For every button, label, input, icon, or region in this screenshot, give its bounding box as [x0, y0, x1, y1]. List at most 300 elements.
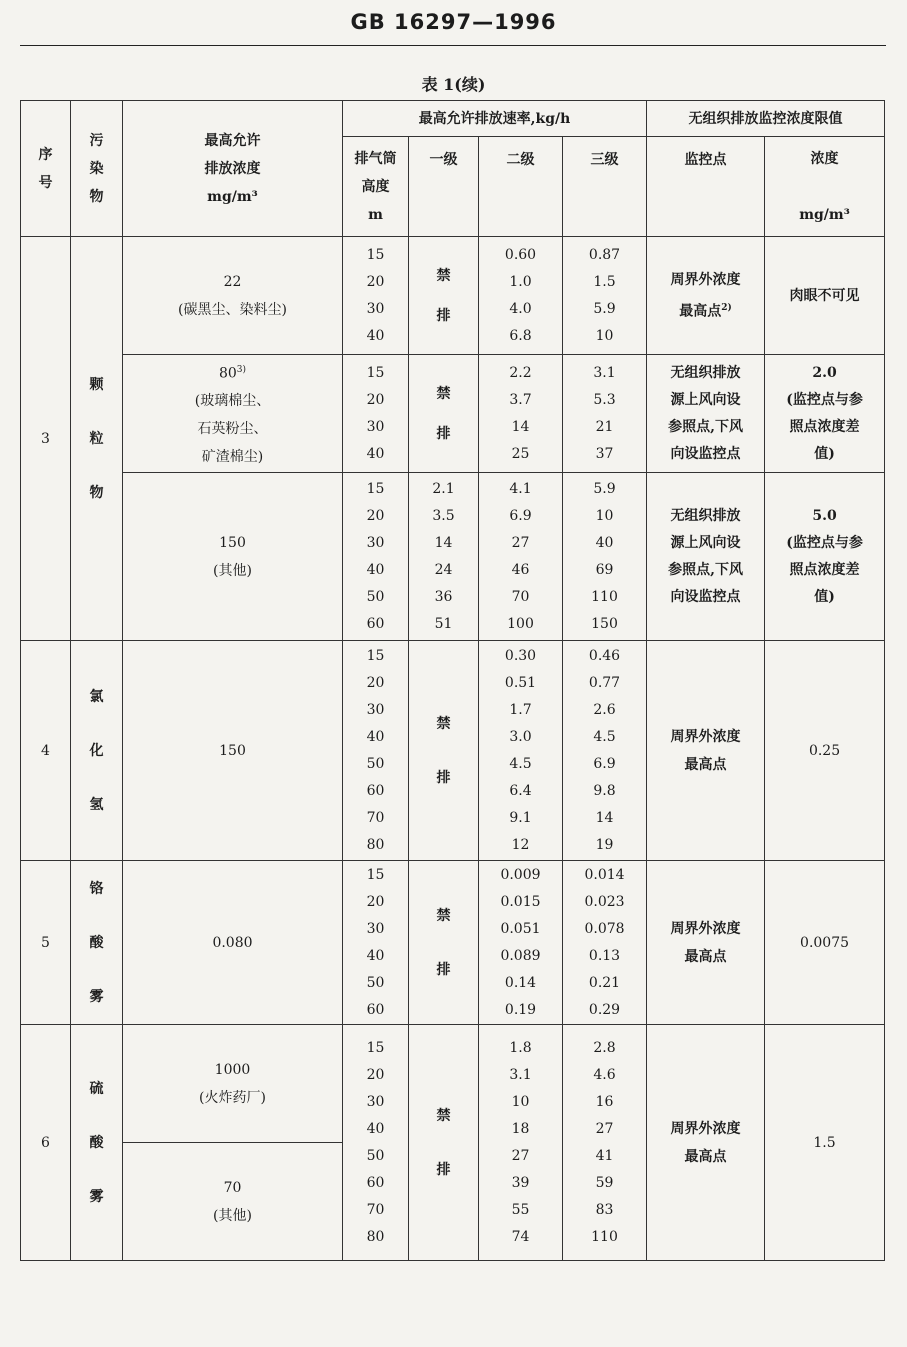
- emission-limits-table: [20, 100, 885, 1261]
- row3-g1-grade3-list-item: 10: [595, 327, 614, 344]
- row6-heights-list-item: 60: [366, 1174, 385, 1191]
- row3-g3-heights-list-item: 15: [366, 480, 385, 497]
- row4-seq: 4: [21, 641, 71, 861]
- row4-pollutant-text-item: 氢: [89, 796, 104, 813]
- row3-g2-grade2: [479, 355, 563, 473]
- row3-g2-monitor-text-item: 参照点,下风: [668, 418, 743, 435]
- row3-g1-heights-list-item: 40: [366, 327, 385, 344]
- row3-g3-grade2-list-item: 4.1: [509, 480, 532, 497]
- row4-grade2-list-item: 1.7: [509, 701, 532, 718]
- row5-grade1-text: [409, 889, 478, 997]
- row3-g2-monitor-text: [647, 360, 764, 468]
- row6-grade1: [409, 1025, 479, 1261]
- row3-g2-grade1-text-item: 禁: [436, 385, 451, 402]
- row6-grade2-list: [479, 1035, 562, 1251]
- row3-g2-monitor-text-item: 源上风向设: [670, 391, 741, 408]
- header-max-conc-text-item: mg/m³: [207, 188, 258, 205]
- row3-g2-grade1-text: [409, 374, 478, 454]
- header-concentration-text-item: mg/m³: [799, 206, 850, 223]
- row5-grade2-list: [479, 862, 562, 1024]
- row4-grade1-text: [409, 697, 478, 805]
- row6-heights-list-item: 80: [366, 1228, 385, 1245]
- row3-g3-grade3-list-item: 10: [595, 507, 614, 524]
- row4-monitor: [647, 641, 765, 861]
- row4-heights-list-item: 30: [366, 701, 385, 718]
- row5-pollutant-text-item: 铬: [89, 880, 104, 897]
- row4-pollutant-text: [71, 670, 122, 832]
- row3-g3-grade3-list-item: 5.9: [593, 480, 616, 497]
- row4-conc-text-item: 150: [219, 742, 246, 759]
- row6-grade2-list-item: 55: [511, 1201, 530, 1218]
- row3-g3-limit-text-item: 照点浓度差: [789, 561, 860, 578]
- row3-g2-heights-list-item: 20: [366, 391, 385, 408]
- row3-g1-conc-text: [123, 268, 342, 324]
- row5-grade2-list-item: 0.015: [500, 893, 541, 910]
- row5-heights: [343, 861, 409, 1025]
- row4-grade1-text-item: 排: [436, 769, 451, 786]
- row5-grade2-list-item: 0.051: [500, 920, 541, 937]
- header-height-text-item: m: [368, 206, 383, 223]
- row3-g3-grade1-list: [409, 476, 478, 638]
- row3-g1-monitor-text: [647, 266, 764, 326]
- row5-heights-list-item: 15: [366, 866, 385, 883]
- row3-g2-grade1-text-item: 排: [436, 425, 451, 442]
- row4-grade1-text-item: 禁: [436, 715, 451, 732]
- header-grade1: 一级: [409, 137, 479, 237]
- table-caption: 表 1(续): [421, 75, 486, 94]
- standard-number: GB 16297—1996: [350, 10, 557, 34]
- row3-g1-grade2-list: [479, 242, 562, 350]
- row3-g2-heights-list-item: 30: [366, 418, 385, 435]
- row6-grade3-list-item: 27: [595, 1120, 614, 1137]
- row6-grade3-list-item: 2.8: [593, 1039, 616, 1056]
- row6-grade2-list-item: 1.8: [509, 1039, 532, 1056]
- header-height: [343, 137, 409, 237]
- row5-limit: [765, 861, 885, 1025]
- row3-g3-monitor-text-item: 向设监控点: [670, 588, 741, 605]
- row6-conc-a-text: [123, 1056, 342, 1112]
- row3-pollutant-text: [71, 358, 122, 520]
- row6-heights: [343, 1025, 409, 1261]
- row3-g3-grade3-list-item: 150: [591, 615, 618, 632]
- row6-pollutant-text-item: 雾: [89, 1188, 104, 1205]
- row3-g3-grade1: [409, 473, 479, 641]
- row6-grade2-list-item: 10: [511, 1093, 530, 1110]
- row5-grade3-list-item: 0.023: [584, 893, 625, 910]
- header-unorganized-group: 无组织排放监控浓度限值: [647, 101, 885, 137]
- row3-g3-monitor-text-item: 源上风向设: [670, 534, 741, 551]
- row4-grade1: [409, 641, 479, 861]
- row3-g1-grade2-list-item: 1.0: [509, 273, 532, 290]
- row4-grade2-list-item: 3.0: [509, 728, 532, 745]
- row3-g3-grade1-list-item: 2.1: [432, 480, 455, 497]
- row6-grade3-list-item: 59: [595, 1174, 614, 1191]
- row4-grade2-list-item: 0.30: [504, 647, 537, 664]
- row3-g3-grade2-list: [479, 476, 562, 638]
- row6-grade3-list-item: 16: [595, 1093, 614, 1110]
- header-concentration: [765, 137, 885, 237]
- header-height-text-item: 排气筒: [354, 150, 397, 167]
- row5-heights-list-item: 20: [366, 893, 385, 910]
- row3-pollutant-text-item: 物: [89, 484, 104, 501]
- row6-conc-b-text-item: 70: [223, 1179, 242, 1196]
- row5-grade3-list: [563, 862, 646, 1024]
- row6-heights-list-item: 15: [366, 1039, 385, 1056]
- row5-grade1-text-item: 禁: [436, 907, 451, 924]
- row4-pollutant: [71, 641, 123, 861]
- row3-g1-conc-text-item: (碳黑尘、染料尘): [178, 301, 287, 318]
- row3-g3-grade2: [479, 473, 563, 641]
- row5-seq: 5: [21, 861, 71, 1025]
- row5-grade3-list-item: 0.21: [588, 974, 621, 991]
- row5-grade2: [479, 861, 563, 1025]
- row6-monitor: [647, 1025, 765, 1261]
- row4-grade2-list: [479, 643, 562, 859]
- row4-grade2-list-item: 4.5: [509, 755, 532, 772]
- row6-pollutant-text-item: 硫: [89, 1080, 104, 1097]
- row3-g1-heights-list-item: 20: [366, 273, 385, 290]
- row3-g2-limit: [765, 355, 885, 473]
- row4-heights-list-item: 20: [366, 674, 385, 691]
- row6-grade3-list-item: 83: [595, 1201, 614, 1218]
- row6-conc-a-text-item: 1000: [214, 1061, 251, 1078]
- row3-g2-monitor-text-item: 无组织排放: [670, 364, 741, 381]
- row4-grade2-list-item: 0.51: [504, 674, 537, 691]
- row3-g3-monitor-text: [647, 503, 764, 611]
- row3-g3-grade2-list-item: 46: [511, 561, 530, 578]
- row3-g3-grade3-list: [563, 476, 646, 638]
- row4-heights-list-item: 50: [366, 755, 385, 772]
- row3-g2-conc-text: [123, 356, 342, 472]
- header-seq-text-item: 号: [38, 174, 53, 191]
- header-max-conc: [123, 101, 343, 237]
- row3-g2-conc-main: 80: [218, 365, 237, 382]
- row4-limit-text: [765, 737, 884, 765]
- row6-grade3-list-item: 110: [591, 1228, 618, 1245]
- row3-pollutant-text-item: 颗: [89, 376, 104, 393]
- row5-heights-list-item: 50: [366, 974, 385, 991]
- row3-g1-grade1-text: [409, 256, 478, 336]
- row5-heights-list-item: 30: [366, 920, 385, 937]
- row3-pollutant: [71, 237, 123, 641]
- row6-grade1-text-item: 禁: [436, 1107, 451, 1124]
- row3-g3-limit-text-item: 5.0: [812, 507, 837, 524]
- row6-monitor-text-item: 最高点: [684, 1148, 727, 1165]
- row3-g3-monitor-text-item: 无组织排放: [670, 507, 741, 524]
- row3-g3-grade3-list-item: 69: [595, 561, 614, 578]
- row3-g2-heights-list-item: 40: [366, 445, 385, 462]
- row3-g3-monitor-text-item: 参照点,下风: [668, 561, 743, 578]
- row6-heights-list-item: 30: [366, 1093, 385, 1110]
- row3-g1-heights-list: [343, 242, 408, 350]
- row3-g2-conc-footnote: 3): [236, 364, 247, 375]
- row3-g1-heights-list-item: 15: [366, 246, 385, 263]
- row6-monitor-text-item: 周界外浓度: [670, 1120, 741, 1137]
- header-seq-text: [21, 141, 70, 197]
- row3-g1-grade1-text-item: 禁: [436, 267, 451, 284]
- row4-grade2: [479, 641, 563, 861]
- row5-monitor-text-item: 最高点: [684, 948, 727, 965]
- row3-g3-limit-text-item: 值): [814, 588, 835, 605]
- row3-g1-conc-text-item: 22: [223, 273, 242, 290]
- row6-limit: [765, 1025, 885, 1261]
- row5-pollutant-text: [71, 862, 122, 1024]
- row3-g1-monitor: [647, 237, 765, 355]
- header-seq-text-item: 序: [38, 146, 53, 163]
- row4-grade2-list-item: 12: [511, 836, 530, 853]
- row4-heights-list-item: 60: [366, 782, 385, 799]
- row3-g1-grade3-list-item: 5.9: [593, 300, 616, 317]
- row3-g1-heights-list-item: 30: [366, 300, 385, 317]
- row6-conc-b-text: [123, 1174, 342, 1230]
- row5-grade3-list-item: 0.13: [588, 947, 621, 964]
- row3-g1-monitor-line1: 周界外浓度: [670, 271, 741, 288]
- row3-g2-limit-text-item: 2.0: [812, 364, 837, 381]
- row3-g1-grade1-text-item: 排: [436, 307, 451, 324]
- header-max-conc-text: [123, 127, 342, 211]
- row6-heights-list: [343, 1035, 408, 1251]
- row3-g1-heights: [343, 237, 409, 355]
- header-height-text: [343, 145, 408, 229]
- row3-g1-grade3-list-item: 0.87: [588, 246, 621, 263]
- row3-g3-heights-list: [343, 476, 408, 638]
- row3-g3-grade1-list-item: 24: [434, 561, 453, 578]
- row3-g3-grade1-list-item: 36: [434, 588, 453, 605]
- row4-grade3-list-item: 14: [595, 809, 614, 826]
- row4-grade3-list-item: 0.77: [588, 674, 621, 691]
- row3-g3-grade3-list-item: 110: [591, 588, 618, 605]
- row3-g1-grade1: [409, 237, 479, 355]
- row5-monitor: [647, 861, 765, 1025]
- row3-g2-conc-desc-item: 石英粉尘、: [197, 421, 268, 438]
- row4-pollutant-text-item: 氯: [89, 688, 104, 705]
- header-monitor-point: 监控点: [647, 137, 765, 237]
- row3-g2-limit-text-item: 值): [814, 445, 835, 462]
- row5-grade3: [563, 861, 647, 1025]
- row3-pollutant-text-item: 粒: [89, 430, 104, 447]
- row5-limit-text-item: 0.0075: [800, 934, 850, 951]
- row3-g1-grade3-list: [563, 242, 646, 350]
- row4-heights: [343, 641, 409, 861]
- row4-grade2-list-item: 6.4: [509, 782, 532, 799]
- row6-heights-list-item: 70: [366, 1201, 385, 1218]
- row3-g2-grade2-list-item: 3.7: [509, 391, 532, 408]
- row3-g3-grade1-list-item: 14: [434, 534, 453, 551]
- header-max-conc-text-item: 排放浓度: [204, 160, 261, 177]
- row4-limit: [765, 641, 885, 861]
- header-grade2: 二级: [479, 137, 563, 237]
- header-height-text-item: 高度: [361, 178, 390, 195]
- row6-grade3-list-item: 41: [595, 1147, 614, 1164]
- row3-g3-heights-list-item: 20: [366, 507, 385, 524]
- header-grade3: 三级: [563, 137, 647, 237]
- row3-g1-monitor-line2: 最高点: [679, 303, 722, 320]
- row3-g2-heights-list: [343, 360, 408, 468]
- row5-heights-list-item: 60: [366, 1001, 385, 1018]
- row3-g1-conc: [123, 237, 343, 355]
- row5-monitor-text-item: 周界外浓度: [670, 920, 741, 937]
- row4-grade3-list-item: 19: [595, 836, 614, 853]
- row3-g2-grade3-list-item: 3.1: [593, 364, 616, 381]
- header-pollutant: [71, 101, 123, 237]
- header-max-conc-text-item: 最高允许: [204, 132, 261, 149]
- row5-monitor-text: [647, 915, 764, 971]
- row3-g3-grade3: [563, 473, 647, 641]
- row6-grade3-list: [563, 1035, 646, 1251]
- row6-grade2-list-item: 27: [511, 1147, 530, 1164]
- row6-grade2-list-item: 39: [511, 1174, 530, 1191]
- row4-limit-text-item: 0.25: [808, 742, 841, 759]
- row3-g3-conc-text-item: (其他): [213, 562, 252, 579]
- row6-heights-list-item: 50: [366, 1147, 385, 1164]
- row3-g2-monitor-text-item: 向设监控点: [670, 445, 741, 462]
- header-pollutant-text-item: 物: [89, 188, 104, 205]
- row5-pollutant-text-item: 雾: [89, 988, 104, 1005]
- row3-g2-grade3: [563, 355, 647, 473]
- row6-conc-b: [123, 1143, 343, 1261]
- row6-conc-a: [123, 1025, 343, 1143]
- row4-heights-list: [343, 643, 408, 859]
- row3-g2-grade2-list: [479, 360, 562, 468]
- header-seq: [21, 101, 71, 237]
- row3-g2-grade2-list-item: 25: [511, 445, 530, 462]
- row5-grade3-list-item: 0.014: [584, 866, 625, 883]
- row4-grade3-list: [563, 643, 646, 859]
- row4-grade3-list-item: 2.6: [593, 701, 616, 718]
- row3-g1-limit: [765, 237, 885, 355]
- row3-g3-grade1-list-item: 51: [434, 615, 453, 632]
- row3-seq: 3: [21, 237, 71, 641]
- row4-grade3-list-item: 6.9: [593, 755, 616, 772]
- row6-pollutant: [71, 1025, 123, 1261]
- row3-g2-conc-desc-item: 矿渣棉尘): [201, 449, 264, 466]
- row6-pollutant-text-item: 酸: [89, 1134, 104, 1151]
- row6-limit-text: [765, 1129, 884, 1157]
- row4-heights-list-item: 70: [366, 809, 385, 826]
- row3-g3-grade3-list-item: 40: [595, 534, 614, 551]
- row5-grade1-text-item: 排: [436, 961, 451, 978]
- row3-g2-grade3-list-item: 5.3: [593, 391, 616, 408]
- row5-conc-text: [123, 929, 342, 957]
- row6-grade2-list-item: 18: [511, 1120, 530, 1137]
- row3-g2-limit-text-item: (监控点与参: [786, 391, 863, 408]
- row4-heights-list-item: 80: [366, 836, 385, 853]
- row3-g3-limit-text: [765, 503, 884, 611]
- row5-grade2-list-item: 0.19: [504, 1001, 537, 1018]
- row3-g3-grade2-list-item: 70: [511, 588, 530, 605]
- row3-g3-heights-list-item: 40: [366, 561, 385, 578]
- header-concentration-text-item: 浓度: [810, 150, 839, 167]
- row3-g2-grade3-list-item: 21: [595, 418, 614, 435]
- row5-grade2-list-item: 0.009: [500, 866, 541, 883]
- row4-pollutant-text-item: 化: [89, 742, 104, 759]
- row3-g3-conc-text-item: 150: [219, 534, 246, 551]
- row3-g3-grade2-list-item: 6.9: [509, 507, 532, 524]
- row6-grade3-list-item: 4.6: [593, 1066, 616, 1083]
- row3-g3-grade1-list-item: 3.5: [432, 507, 455, 524]
- row3-g1-monitor-footnote: 2): [721, 302, 732, 313]
- row3-g1-limit-text-item: 肉眼不可见: [789, 287, 860, 304]
- row4-grade3-list-item: 4.5: [593, 728, 616, 745]
- row5-limit-text: [765, 929, 884, 957]
- header-pollutant-text-item: 污: [89, 132, 104, 149]
- row5-grade3-list-item: 0.078: [584, 920, 625, 937]
- row3-g1-limit-text: [765, 282, 884, 310]
- row6-grade2: [479, 1025, 563, 1261]
- row4-monitor-text-item: 最高点: [684, 756, 727, 773]
- row4-monitor-text-item: 周界外浓度: [670, 728, 741, 745]
- header-pollutant-text-item: 染: [89, 160, 104, 177]
- row3-g3-grade2-list-item: 100: [507, 615, 534, 632]
- row6-conc-a-text-item: (火炸药厂): [199, 1089, 266, 1106]
- row4-conc: [123, 641, 343, 861]
- row3-g1-grade2-list-item: 6.8: [509, 327, 532, 344]
- row3-g2-limit-text-item: 照点浓度差: [789, 418, 860, 435]
- row3-g2-heights-list-item: 15: [366, 364, 385, 381]
- row4-heights-list-item: 15: [366, 647, 385, 664]
- row3-g2-limit-text: [765, 360, 884, 468]
- row5-grade1: [409, 861, 479, 1025]
- row6-grade2-list-item: 3.1: [509, 1066, 532, 1083]
- row3-g2-conc-desc: [123, 387, 342, 471]
- row5-conc: [123, 861, 343, 1025]
- row3-g3-conc-text: [123, 529, 342, 585]
- row4-monitor-text: [647, 723, 764, 779]
- row5-heights-list: [343, 862, 408, 1024]
- row3-g2-monitor: [647, 355, 765, 473]
- header-pollutant-text: [71, 127, 122, 211]
- row6-conc-b-text-item: (其他): [213, 1207, 252, 1224]
- row6-heights-list-item: 20: [366, 1066, 385, 1083]
- row3-g3-limit-text-item: (监控点与参: [786, 534, 863, 551]
- row6-grade1-text: [409, 1089, 478, 1197]
- row3-g2-grade3-list: [563, 360, 646, 468]
- row5-conc-text-item: 0.080: [212, 934, 253, 951]
- row4-grade3: [563, 641, 647, 861]
- row6-grade2-list-item: 74: [511, 1228, 530, 1245]
- row4-grade3-list-item: 9.8: [593, 782, 616, 799]
- row6-seq: 6: [21, 1025, 71, 1261]
- row3-g1-grade2-list-item: 0.60: [504, 246, 537, 263]
- row6-grade3: [563, 1025, 647, 1261]
- row3-g3-heights: [343, 473, 409, 641]
- row4-heights-list-item: 40: [366, 728, 385, 745]
- row5-pollutant: [71, 861, 123, 1025]
- row6-monitor-text: [647, 1115, 764, 1171]
- row3-g3-monitor: [647, 473, 765, 641]
- row3-g2-conc-desc-item: (玻璃棉尘、: [194, 393, 271, 410]
- row3-g3-conc: [123, 473, 343, 641]
- row6-grade1-text-item: 排: [436, 1161, 451, 1178]
- row3-g2-grade2-list-item: 2.2: [509, 364, 532, 381]
- header-rule: [20, 45, 886, 46]
- row5-grade2-list-item: 0.089: [500, 947, 541, 964]
- row5-grade3-list-item: 0.29: [588, 1001, 621, 1018]
- row3-g3-grade2-list-item: 27: [511, 534, 530, 551]
- row3-g3-heights-list-item: 60: [366, 615, 385, 632]
- row3-g2-grade3-list-item: 37: [595, 445, 614, 462]
- row3-g1-grade3: [563, 237, 647, 355]
- row3-g1-grade3-list-item: 1.5: [593, 273, 616, 290]
- header-concentration-text: [765, 152, 884, 222]
- row6-limit-text-item: 1.5: [813, 1134, 836, 1151]
- row3-g2-grade2-list-item: 14: [511, 418, 530, 435]
- row5-pollutant-text-item: 酸: [89, 934, 104, 951]
- row3-g2-heights: [343, 355, 409, 473]
- row3-g3-heights-list-item: 50: [366, 588, 385, 605]
- row3-g3-heights-list-item: 30: [366, 534, 385, 551]
- row3-g2-conc: [123, 355, 343, 473]
